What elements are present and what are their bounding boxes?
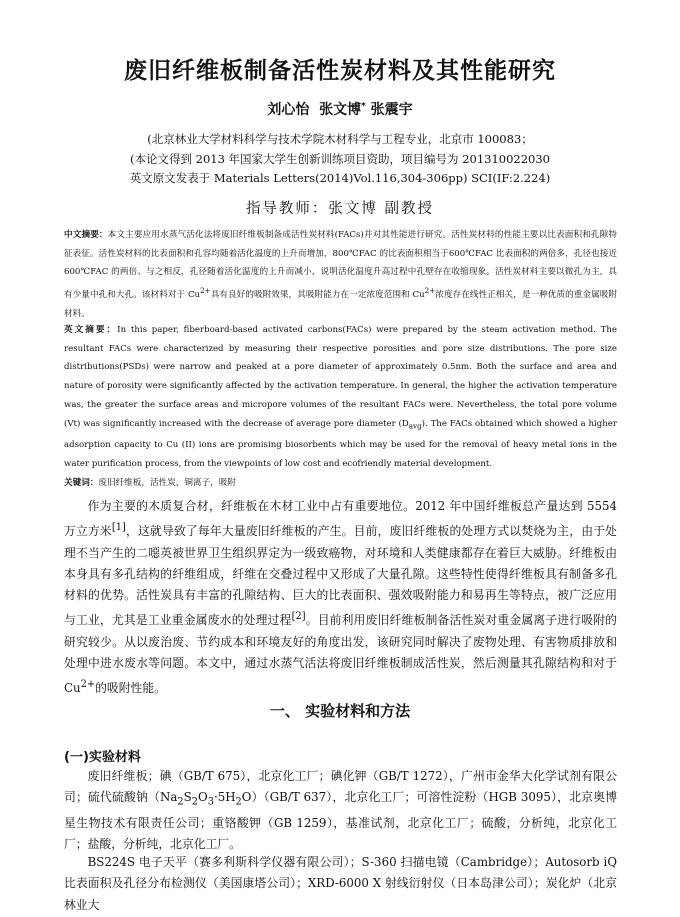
intro-text: ，这就导致了每年大量废旧纤维板的产生。目前，废旧纤维板的处理方式以焚烧为主，由于处理不当产生的二噁英被世界卫生组织界定为一级致癌物，对环境和人类健康都存在着巨大威胁。纤维板由本身具有多孔结构的纤维组成，纤维在交叠过程中又形成了大量孔隙。这些特性使得纤维板具有制备多孔材料的优势。活性炭具有丰富的孔隙结构、巨大的比表面积、强效吸附能力和易再生等特点，被广泛应用与工业，尤其是工业重金属废水的处理过程 bbox=[64, 524, 617, 628]
superscript: 2+ bbox=[200, 286, 211, 296]
subscript: 2 bbox=[191, 796, 199, 808]
intro-text: 的吸附性能。 bbox=[95, 681, 166, 696]
subsection-heading: (一)实验材料 bbox=[64, 750, 141, 765]
abstract-en-label: 英文摘要： bbox=[64, 325, 118, 335]
abstract-cn-text: 本文主要应用水蒸气活化法将废旧纤维板制备成活性炭材料(FACs)并对其性能进行研究。活性炭材料的性能主要以比表面积和孔隙特征表征。活性炭材料的比表面积和孔容均随着活化温度的上升而增加，800℃FAC 的比表面积相当于600℃FAC 比表面积的两倍多，孔径也接近 600℃FAC 的两倍。与之相反，孔径随着活化温度的上升而减小，说明活化温度升高过程中孔壁存在收缩现象。活性炭材料主要以微孔为主，具有少量中孔和大孔。该材料对于 Cu bbox=[64, 230, 617, 300]
materials-text: 废旧纤维板；碘（GB/T 675），北京化工厂；碘化钾（GB/T 1272），广州市金华大化学试剂有限公司；硫代硫酸钠（Na bbox=[64, 769, 617, 805]
intro-text: 。目前利用废旧纤维板制备活性炭对重金属离子进行吸附的研究较少。从以废治废、节约成本和环境友好的角度出发，该研究同时解决了废物处理、有害物质排放和处理中进水废水等问题。本文中，通过水蒸气活法将废旧纤维板制成活性炭，然后测量其孔隙结构和对于 Cu bbox=[64, 613, 617, 696]
corresponding-mark: * bbox=[361, 101, 366, 112]
author-line bbox=[0, 99, 680, 119]
abstract-cn-label: 中文摘要： bbox=[64, 230, 108, 240]
abstract-cn-text: 具有良好的吸附效果，其吸附能力在一定浓度范围和 Cu bbox=[210, 289, 425, 300]
citation: [2] bbox=[291, 611, 306, 623]
section-heading: 一、 实验材料和方法 bbox=[269, 702, 411, 720]
keywords-label: 关键词： bbox=[64, 478, 99, 488]
equipment-text: BS224S 电子天平（赛多利斯科学仪器有限公司）；S-360 扫描电镜（Cambridge）；Autosorb iQ 比表面积及孔径分布检测仪（美国康塔公司）；XRD-6000 X 射线衍射仪（日本岛津公司）；炭化炉（北京林业大 bbox=[64, 855, 617, 912]
affiliation-line-2: (本论文得到 2013 年国家大学生创新训练项目资助，项目编号为 201310022030 bbox=[129, 152, 551, 166]
equipment-paragraph bbox=[64, 852, 617, 916]
abstract-english bbox=[64, 321, 617, 473]
materials-text: O）（GB/T 637），北京化工厂；可溶性淀粉（HGB 3095），北京奥博星生物技术有限责任公司；重铬酸钾（GB 1259），基准试剂，北京化工厂；硫酸，分析纯，北京化工厂；盐酸，分析纯，北京化工厂。 bbox=[64, 790, 618, 852]
intro-paragraph bbox=[64, 496, 617, 699]
abstract-en-text: In this paper, fiberboard-based activated carbons(FACs) were prepared by the steam activation method. The resultant FACs were characterized by measuring their respective porosities and pore size distributions. The pore size distributions(PSDs) were narrow and peaked at a pore diameter of approximately 0.5nm. Both the surface and area and nature of porosity were significantly affected by the activation temperature. In general, the higher the activation temperature was, the greater the surface areas and micropore volumes of the resultant FACs were. Nevertheless, the total pore volume (Vt) was significantly increased with the decrease of average pore diameter (D bbox=[64, 325, 617, 429]
superscript: 2+ bbox=[80, 679, 96, 691]
abstract-en-text: ). The FACs obtained which showed a higher adsorption capacity to Cu (II) ions are promising biosorbents which may be used for the removal of heavy metal ions in the water purification process, from the viewpoints of low cost and ecofriendly material development. bbox=[64, 418, 617, 469]
author-2: 张文博 bbox=[319, 102, 362, 118]
materials-text: O bbox=[198, 790, 208, 805]
subscript: 3 bbox=[207, 796, 214, 808]
abstract-chinese bbox=[64, 226, 617, 323]
affiliation-line-3: 英文原文发表于 Materials Letters(2014)Vol.116,304-306pp) SCI(IF:2.224) bbox=[129, 171, 551, 185]
author-3: 张震宇 bbox=[370, 102, 413, 118]
citation: [1] bbox=[111, 522, 126, 534]
subscript: 2 bbox=[235, 796, 242, 808]
keywords-text: 废旧纤维板，活性炭，铜离子，吸附 bbox=[98, 478, 236, 488]
advisor-line: 指导教师：张文博 副教授 bbox=[245, 201, 435, 217]
keywords bbox=[64, 474, 617, 493]
subscript: 2 bbox=[177, 796, 184, 808]
intro-text: 作为主要的木质复合材，纤维板在木材工业中占有重要地位。2012 年中国纤维板总产量达到 5554 万立方米 bbox=[64, 499, 617, 539]
abstract-cn-text: 浓度存在线性正相关，是一种优质的重金属吸附材料。 bbox=[64, 289, 617, 319]
paper-title: 废旧纤维板制备活性炭材料及其性能研究 bbox=[124, 58, 556, 84]
affiliation-line-1: (北京林业大学材料科学与技术学院木材科学与工程专业，北京市 100083； bbox=[147, 132, 533, 146]
superscript: 2+ bbox=[424, 286, 436, 296]
author-1: 刘心怡 bbox=[267, 102, 310, 118]
subscript: avg bbox=[408, 421, 422, 431]
materials-text: S bbox=[183, 790, 192, 805]
materials-text: ·5H bbox=[213, 790, 236, 805]
materials-paragraph bbox=[64, 766, 617, 856]
